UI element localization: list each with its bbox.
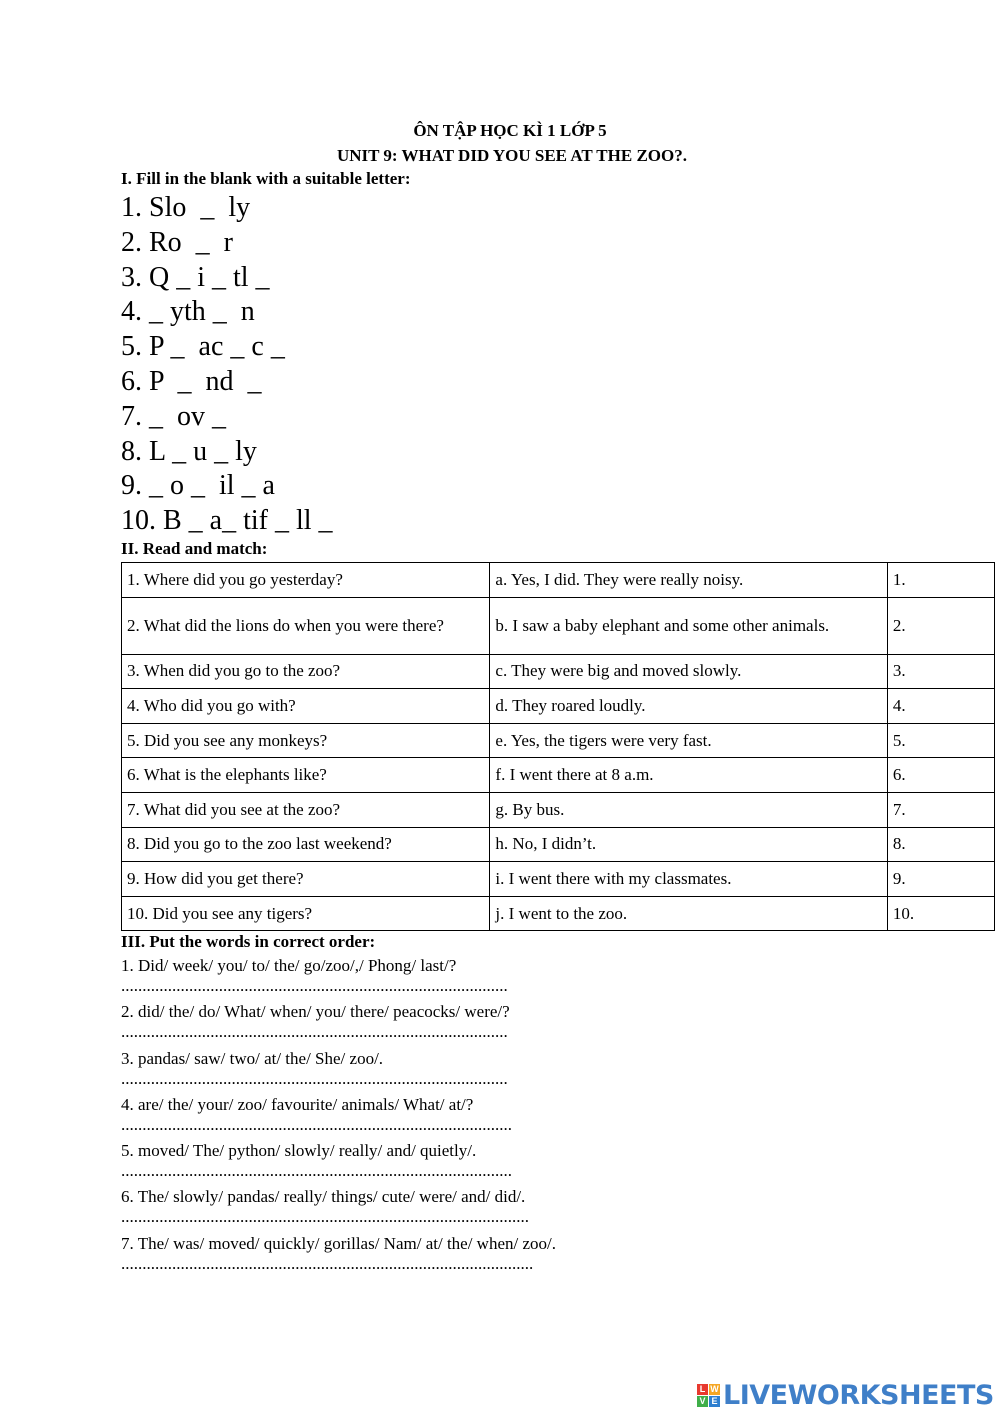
table-row xyxy=(122,792,995,827)
answer-cell: i. I went there with my classmates. xyxy=(490,862,887,897)
logo-square: E xyxy=(709,1396,720,1407)
answer-line[interactable]: ................................................................................................ xyxy=(121,1208,529,1227)
scrambled-sentence: 6. The/ slowly/ pandas/ really/ things/ cute/ were/ and/ did/. xyxy=(121,1187,526,1207)
match-input-cell[interactable]: 7. xyxy=(887,792,994,827)
answer-line[interactable]: ........................................................................................... xyxy=(121,977,508,995)
question-cell: 8. Did you go to the zoo last weekend? xyxy=(122,827,490,862)
word-order-list xyxy=(121,955,556,1279)
answer-line[interactable]: ............................................................................................ xyxy=(121,1115,512,1134)
table-row xyxy=(122,896,995,931)
list-item xyxy=(121,1094,556,1140)
match-input-cell[interactable]: 6. xyxy=(887,758,994,793)
list-item: 1. Slo _ ly xyxy=(121,192,251,223)
logo-squares-icon xyxy=(697,1384,720,1407)
scrambled-sentence: 3. pandas/ saw/ two/ at/ the/ She/ zoo/. xyxy=(121,1048,384,1068)
section-1-heading: I. Fill in the blank with a suitable letter: xyxy=(121,169,411,188)
scrambled-sentence: 4. are/ the/ your/ zoo/ favourite/ animals/ What/ at/? xyxy=(121,1094,474,1114)
scrambled-sentence: 2. did/ the/ do/ What/ when/ you/ there/ peacocks/ were/? xyxy=(121,1002,510,1022)
match-input-cell[interactable]: 8. xyxy=(887,827,994,862)
match-table xyxy=(121,562,995,931)
answer-cell: d. They roared loudly. xyxy=(490,689,887,724)
section-3-heading: III. Put the words in correct order: xyxy=(121,932,376,951)
section-2-heading: II. Read and match: xyxy=(121,539,268,558)
logo-text: LIVEWORKSHEETS xyxy=(723,1379,994,1411)
answer-cell: f. I went there at 8 a.m. xyxy=(490,758,887,793)
logo-square: V xyxy=(697,1396,708,1407)
answer-cell: j. I went to the zoo. xyxy=(490,896,887,931)
match-input-cell[interactable]: 4. xyxy=(887,689,994,724)
list-item xyxy=(121,1233,556,1279)
question-cell: 9. How did you get there? xyxy=(122,862,490,897)
scrambled-sentence: 7. The/ was/ moved/ quickly/ gorillas/ Nam/ at/ the/ when/ zoo/. xyxy=(121,1233,556,1253)
scrambled-sentence: 1. Did/ week/ you/ to/ the/ go/zoo/,/ Phong/ last/? xyxy=(121,956,457,975)
match-input-cell[interactable]: 3. xyxy=(887,654,994,689)
worksheet-title: ÔN TẬP HỌC KÌ 1 LỚP 5 xyxy=(413,121,607,140)
list-item xyxy=(121,955,556,1001)
answer-cell: e. Yes, the tigers were very fast. xyxy=(490,723,887,758)
liveworksheets-logo[interactable] xyxy=(697,1378,994,1412)
question-cell: 6. What is the elephants like? xyxy=(122,758,490,793)
answer-cell: a. Yes, I did. They were really noisy. xyxy=(490,563,887,598)
question-cell: 5. Did you see any monkeys? xyxy=(122,723,490,758)
list-item xyxy=(121,1186,556,1232)
list-item: 2. Ro _ r xyxy=(121,226,233,258)
list-item: 4. _ yth _ n xyxy=(121,296,255,328)
answer-cell: g. By bus. xyxy=(490,792,887,827)
question-cell: 1. Where did you go yesterday? xyxy=(122,563,490,598)
scrambled-sentence: 5. moved/ The/ python/ slowly/ really/ and/ quietly/. xyxy=(121,1141,477,1161)
list-item: 3. Q _ i _ tl _ xyxy=(121,261,270,293)
question-cell: 2. What did the lions do when you were there? xyxy=(122,597,490,654)
logo-square: L xyxy=(697,1384,708,1395)
question-cell: 3. When did you go to the zoo? xyxy=(122,654,490,689)
match-input-cell[interactable]: 10. xyxy=(887,896,994,931)
match-input-cell[interactable]: 1. xyxy=(887,563,994,598)
list-item: 5. P _ ac _ c _ xyxy=(121,331,285,363)
match-input-cell[interactable]: 5. xyxy=(887,723,994,758)
answer-line[interactable]: ............................................................................................ xyxy=(121,1162,512,1181)
list-item: 10. B _ a_ tif _ ll _ xyxy=(121,505,333,537)
list-item: 8. L _ u _ ly xyxy=(121,435,257,467)
answer-cell: c. They were big and moved slowly. xyxy=(490,654,887,689)
table-row xyxy=(122,827,995,862)
table-row xyxy=(122,563,995,598)
list-item xyxy=(121,1001,556,1047)
answer-cell: h. No, I didn’t. xyxy=(490,827,887,862)
table-row xyxy=(122,689,995,724)
table-row xyxy=(122,597,995,654)
table-row xyxy=(122,758,995,793)
answer-line[interactable]: ........................................................................................... xyxy=(121,1069,508,1088)
list-item: 9. _ o _ il _ a xyxy=(121,470,275,502)
fill-blank-list xyxy=(121,191,333,539)
table-row xyxy=(122,654,995,689)
answer-line[interactable]: ........................................................................................... xyxy=(121,1023,508,1042)
list-item: 7. _ ov _ xyxy=(121,400,226,432)
table-row xyxy=(122,723,995,758)
match-input-cell[interactable]: 2. xyxy=(887,597,994,654)
logo-square: W xyxy=(710,1383,719,1394)
answer-cell: b. I saw a baby elephant and some other animals. xyxy=(490,597,887,654)
answer-line[interactable]: ................................................................................................. xyxy=(121,1254,534,1273)
worksheet-subtitle: UNIT 9: WHAT DID YOU SEE AT THE ZOO?. xyxy=(336,146,687,165)
list-item xyxy=(121,1140,556,1186)
question-cell: 10. Did you see any tigers? xyxy=(122,896,490,931)
list-item xyxy=(121,1048,556,1094)
list-item: 6. P _ nd _ xyxy=(121,365,262,397)
question-cell: 7. What did you see at the zoo? xyxy=(122,792,490,827)
table-row xyxy=(122,862,995,897)
match-input-cell[interactable]: 9. xyxy=(887,862,994,897)
question-cell: 4. Who did you go with? xyxy=(122,689,490,724)
